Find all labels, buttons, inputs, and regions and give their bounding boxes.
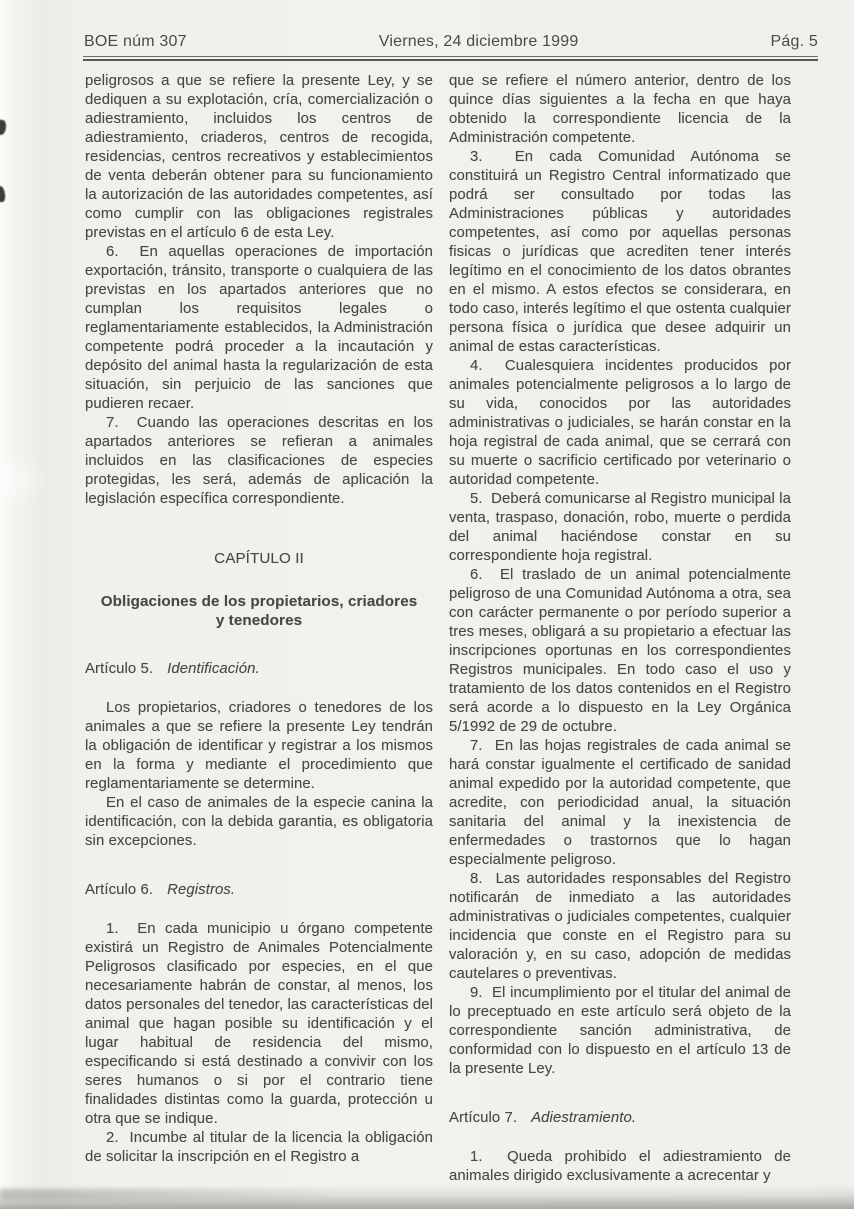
paragraph: 7. En las hojas registrales de cada animal se hará constar igualmente el certificado de sanidad animal expedido por la autoridad competente, que acredite, con periodicidad anual, la situación sanitaria del animal y la inexistencia de enfermedades o trastornos que lo hagan especialmente peligroso. — [449, 738, 791, 868]
paragraph: 7. Cuando las operaciones descritas en los apartados anteriores se refieran a animales incluidos en las clasificaciones de especies protegidas, les será, además de aplicación la legislación específica correspondiente. — [85, 415, 433, 507]
page-header — [84, 33, 818, 51]
paragraph: 5. Deberá comunicarse al Registro municipal la venta, traspaso, donación, robo, muerte o perdida del animal haciéndose constar en su correspondiente hoja registral. — [449, 491, 791, 564]
scan-artifact — [0, 186, 6, 203]
paragraph: 9. El incumplimiento por el titular del animal de lo preceptuado en este artículo será objeto de la correspondiente sanción administrativa, de conformidad con lo dispuesto en el artículo 13 de la presente Ley. — [449, 985, 791, 1077]
text-columns — [85, 72, 791, 1186]
right-column — [449, 72, 791, 1186]
section-title: Obligaciones de los propietarios, criadores y tenedores — [100, 593, 418, 629]
article-heading — [449, 1109, 791, 1128]
article-title: Identificación. — [167, 661, 260, 677]
article-heading — [85, 881, 433, 900]
article-title: Adiestramiento. — [531, 1110, 637, 1126]
header-publication: BOE núm 307 — [84, 33, 187, 50]
paragraph: 8. Las autoridades responsables del Registro notificarán de inmediato a las autoridades administrativas o judiciales competentes, cualquier incidencia que conste en el Registro para su valoración y, en su caso, adopción de medidas cautelares o preventivas. — [449, 871, 791, 982]
paragraph: 1. En cada municipio u órgano competente existirá un Registro de Animales Potencialmente Peligrosos clasificado por especies, en el que necesariamente habrán de constar, al menos, los datos personales del tenedor, las características del animal que hagan posible su identificación y el lugar habitual de residencia del mismo, especificando si está destinado a convivir con los seres humanos o si por el contrario tiene finalidades distintas como la guarda, protección u otra que se indique. — [85, 921, 433, 1127]
header-page-number: Pág. 5 — [770, 33, 818, 50]
paragraph: Los propietarios, criadores o tenedores de los animales a que se refiere la presente Ley tendrán la obligación de identificar y registrar a los mismos en la forma y mediante el procedimiento que reglamentariamente se determine. — [85, 700, 433, 792]
header-rule — [83, 56, 818, 61]
article-number: Artículo 5. — [85, 661, 154, 677]
paragraph: 6. En aquellas operaciones de importación exportación, tránsito, transporte o cualquiera de las previstas en los apartados anteriores que no cumplan los requisitos legales o reglamentariamente establecidos, la Administración competente podrá proceder a la incautación y depósito del animal hasta la regularización de esta situación, sin perjuicio de las sanciones que pudieren recaer. — [85, 244, 433, 412]
paragraph: En el caso de animales de la especie canina la identificación, con la debida garantia, es obligatoria sin excepciones. — [85, 795, 433, 849]
paragraph: 1. Queda prohibido el adiestramiento de animales dirigido exclusivamente a acrecentar y — [449, 1149, 791, 1184]
paragraph: peligrosos a que se refiere la presente Ley, y se dediquen a su explotación, cría, comercialización o adiestramiento, incluidos los centros de adiestramiento, criaderos, centros de recogida, residencias, centros recreativos y establecimientos de venta deberán obtener para su funcionamiento la autorización de las autoridades competentes, así como cumplir con las obligaciones registrales previstas en el artículo 6 de esta Ley. — [85, 73, 433, 241]
article-number: Artículo 7. — [449, 1110, 518, 1126]
header-date: Viernes, 24 diciembre 1999 — [378, 33, 579, 50]
page-bottom-shadow — [0, 1185, 854, 1209]
paragraph: 3. En cada Comunidad Autónoma se constituirá un Registro Central informatizado que podrá ser consultado por todas las Administraciones públicas y autoridades competentes, así como por aquellas personas fisicas o jurídicas que acrediten tener interés legítimo en el conocimiento de los datos obrantes en el mismo. A estos efectos se considerara, en todo caso, interés legítimo el que ostenta cualquier persona física o jurídica que desee adquirir un animal de estas características. — [449, 149, 791, 355]
paragraph: 2. Incumbe al titular de la licencia la obligación de solicitar la inscripción en el Registro a — [85, 1130, 433, 1165]
chapter-heading: CAPÍTULO II — [214, 550, 304, 567]
article-heading — [85, 660, 433, 679]
article-title: Registros. — [167, 882, 236, 898]
paragraph: 6. El traslado de un animal potencialmente peligroso de una Comunidad Autónoma a otra, sea con carácter permanente o por período superior a tres meses, obligará a su propietario a efectuar las inscripciones oportunas en los correspondientes Registros municipales. En todo caso el uso y tratamiento de los datos contenidos en el Registro será acorde a lo dispuesto en la Ley Orgánica 5/1992 de 29 de octubre. — [449, 567, 791, 735]
left-column — [85, 72, 433, 1186]
article-number: Artículo 6. — [85, 882, 154, 898]
scan-artifact — [0, 120, 7, 136]
paragraph: que se refiere el número anterior, dentro de los quince días siguientes a la fecha en que haya obtenido la correspondiente licencia de la Administración competente. — [449, 73, 791, 146]
paragraph: 4. Cualesquiera incidentes producidos por animales potencialmente peligrosos a lo largo de su vida, conocidos por las autoridades administrativas o judiciales, se harán constar en la hoja registral de cada animal, que se cerrará con su muerte o sacrificio certificado por veterinario o autoridad competente. — [449, 358, 791, 488]
